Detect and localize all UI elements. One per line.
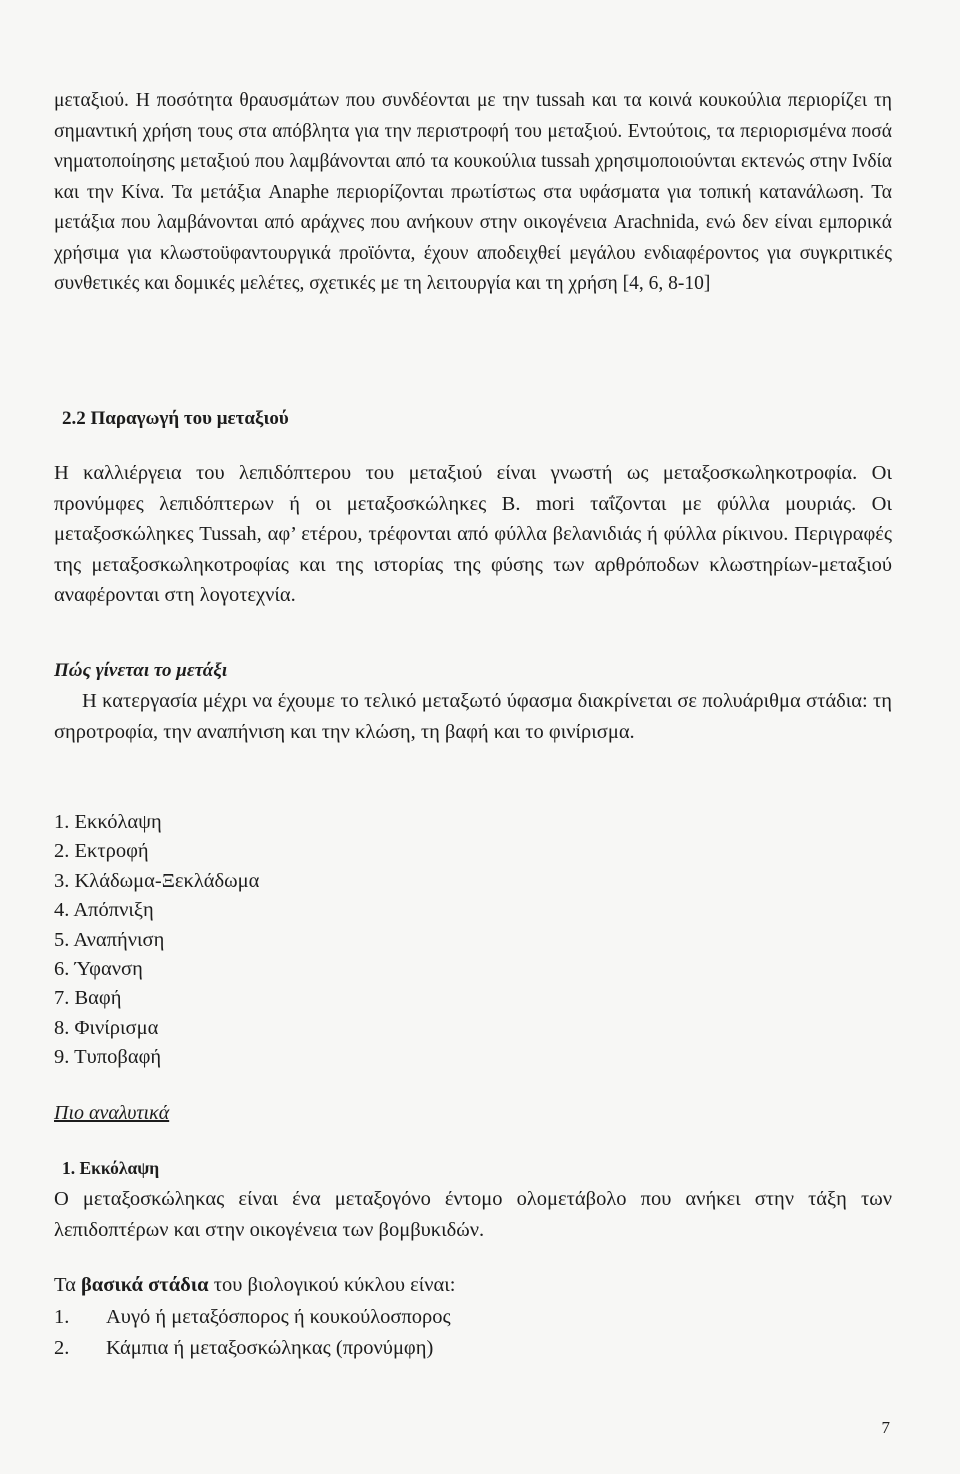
list-item: 5. Αναπήνιση [54, 928, 165, 951]
stage-number: 2. [54, 1337, 70, 1359]
stage-text: Κάμπια ή μεταξοσκώληκας (προνύμφη) [106, 1337, 434, 1359]
paragraph-processing-stages: Η κατεργασία μέχρι να έχουμε το τελικό μεταξωτό ύφασμα διακρίνεται σε πολυάριθμα στάδια: τη σηροτροφία, την αναπήνιση και την κλώση, τη βαφή και το φινίρισμα. [54, 690, 892, 743]
paragraph-silk-types: μεταξιού. Η ποσότητα θραυσμάτων που συνδέονται με την tussah και τα κοινά κουκούλια περιορίζει τη σημαντική χρήση τους στα απόβλητα για την περιστροφή του μεταξιού. Εντούτοις, τα περιορισμένα ποσά νηματοποίησης μεταξιού που λαμβάνονται από τα κουκούλια tussah χρησιμοποιούνται εκτενώς στην Ινδία και την Κίνα. Τα μετάξια Anaphe περιορίζονται πρωτίστως στα υφάσματα για τοπική κατανάλωση. Τα μετάξια που λαμβάνονται από αράχνες που ανήκουν στην οικογένεια Arachnida, ενώ δεν είναι εμπορικά χρήσιμα για κλωστοϋφαντουργικά προϊόντα, έχουν αποδειχθεί μεγάλου ενδιαφέροντος για συγκριτικές συνθετικές και δομικές μελέτες, σχετικές με τη λειτουργία και τη χρήση [4, 6, 8-10] [54, 90, 892, 294]
list-item: 2. Εκτροφή [54, 840, 149, 863]
list-item: 8. Φινίρισμα [54, 1016, 159, 1039]
heading-how-silk-made: Πώς γίνεται το μετάξι [54, 660, 228, 681]
section-heading-silk-production: 2.2 Παραγωγή του μεταξιού [62, 408, 289, 429]
list-item [54, 1333, 451, 1364]
list-item: 4. Απόπνιξη [54, 899, 154, 922]
list-item [54, 1302, 451, 1333]
stages-intro-prefix: Τα [54, 1274, 76, 1296]
stage-text: Αυγό ή μεταξόσπορος ή κουκούλοσπορος [106, 1306, 451, 1328]
process-steps-list [54, 808, 259, 1073]
list-item: 6. Ύφανση [54, 958, 143, 981]
page-number: 7 [881, 1418, 890, 1437]
stage-number: 1. [54, 1306, 70, 1328]
list-item: 3. Κλάδωμα-Ξεκλάδωμα [54, 869, 260, 892]
paragraph-silkworm: Ο μεταξοσκώληκας είναι ένα μεταξογόνο έντομο ολομετάβολο που ανήκει στην τάξη των λεπιδοπτέρων και στην οικογένεια των βομβυκιδών. [54, 1188, 892, 1241]
stages-intro-bold: βασικά στάδια [80, 1274, 209, 1296]
paragraph-sericulture: Η καλλιέργεια του λεπιδόπτερου του μεταξιού είναι γνωστή ως μεταξοσκωληκοτροφία. Οι προνύμφες λεπιδόπτερων ή οι μεταξοσκώληκες B. mori ταΐζονται με φύλλα μουριάς. Οι μεταξοσκώληκες Tussah, αφ’ ετέρου, τρέφονται από φύλλα βελανιδιάς ή φύλλα ρίκινου. Περιγραφές της μεταξοσκωληκοτροφίας και της ιστορίας της φύσης των αρθρόποδων κλωστηρίων-μεταξιού αναφέρονται στη λογοτεχνία. [54, 462, 892, 606]
list-item: 7. Βαφή [54, 987, 122, 1010]
heading-in-detail: Πιο αναλυτικά [54, 1102, 170, 1124]
life-cycle-stages-list [54, 1302, 451, 1364]
stages-intro-suffix: του βιολογικού κύκλου είναι: [213, 1274, 456, 1296]
list-item: 9. Τυποβαφή [54, 1046, 162, 1069]
list-item: 1. Εκκόλαψη [54, 811, 162, 833]
stages-intro [54, 1270, 892, 1301]
subheading-hatching: 1. Εκκόλαψη [62, 1158, 160, 1178]
